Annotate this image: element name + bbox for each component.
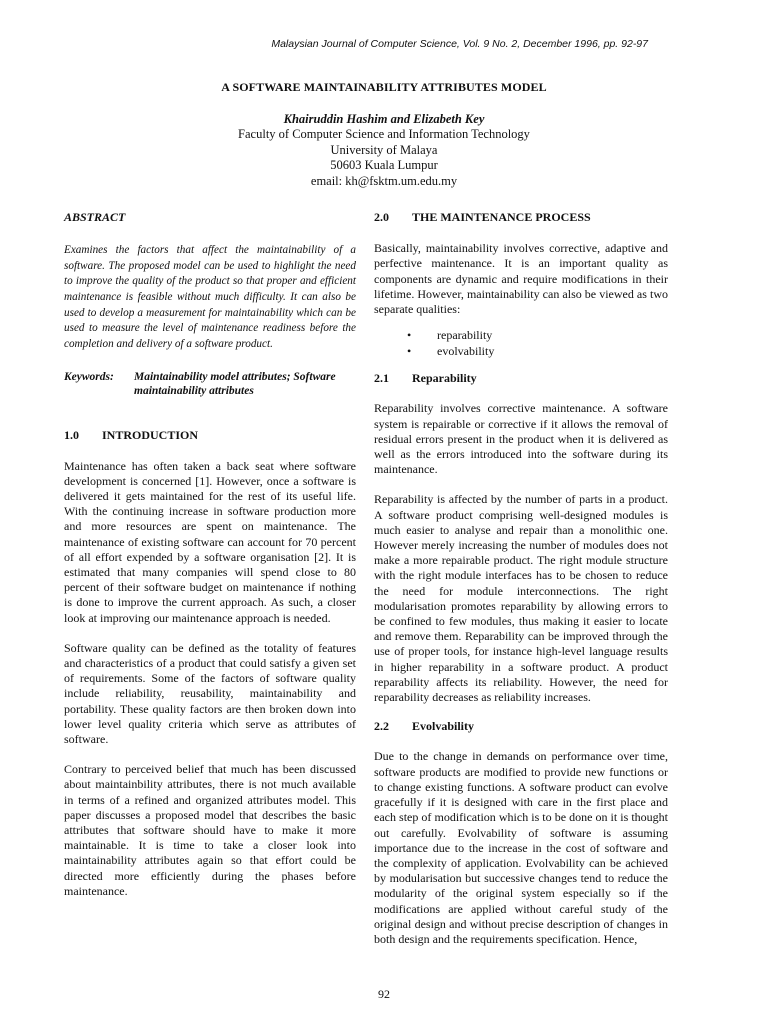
- keywords: [64, 370, 356, 398]
- authors: Khairuddin Hashim and Elizabeth Key: [283, 112, 485, 126]
- bullet-icon: •: [407, 344, 412, 359]
- page-number: 92: [378, 987, 390, 1001]
- journal-citation: Malaysian Journal of Computer Science, Vol. 9 No. 2, December 1996, pp. 92-97: [271, 38, 648, 50]
- affiliation-email: email: kh@fsktm.um.edu.my: [310, 173, 458, 188]
- section-heading-introduction: [64, 428, 356, 443]
- section-title: INTRODUCTION: [102, 428, 199, 443]
- subsection-heading-reparability: [374, 371, 668, 386]
- abstract-body: Examines the factors that affect the maintainability of a software. The proposed model can be used to highlight the need to improve the quality of the product so that proper and efficient maintenance is feasible without much difficulty. It can also be used to develop a measurement for maintainability which can be used to measure the level of maintenance readiness before the completion and delivery of a software product.: [64, 244, 356, 350]
- reparability-paragraph-1: Reparability involves corrective maintenance. A software system is repairable or corrective if it allows the removal of residual errors present in the product when it is delivered as well as the errors introduced into the software during its maintenance.: [374, 401, 668, 477]
- subsection-number: 2.1: [374, 371, 389, 386]
- right-column: [374, 210, 668, 947]
- intro-paragraph-2: Software quality can be defined as the totality of features and characteristics of a product that could satisfy a given set of requirements. Some of the factors of software quality include reliability, reusability, maintainability and portability. These quality factors are then broken down into lower level quality criteria which serve as attributes of software.: [64, 640, 356, 747]
- qualities-list: [374, 327, 668, 359]
- bullet-icon: •: [407, 328, 412, 343]
- abstract-heading: ABSTRACT: [64, 210, 126, 224]
- section-number: 1.0: [64, 428, 79, 443]
- title-block: [0, 80, 768, 189]
- keywords-label: Keywords:: [64, 371, 114, 384]
- section-title: THE MAINTENANCE PROCESS: [412, 210, 591, 224]
- intro-paragraph-1: Maintenance has often taken a back seat where software development is concerned [1]. However, once a software is delivered it gets maintained for the rest of its useful life. With the continuing increase in software production more and more resources are spent on maintenance. The maintenance of existing software can account for 70 percent of all effort expended by a software organisation [2]. It is estimated that many companies will spend close to 80 percent of their software budget on maintenance if nothing is done to improve the current approach. As such, a closer look at improving our maintenance approach is needed.: [64, 458, 356, 625]
- subsection-heading-evolvability: [374, 719, 668, 734]
- affiliation-university: University of Malaya: [330, 142, 438, 157]
- maintenance-paragraph: Basically, maintainability involves corrective, adaptive and perfective maintenance. It is an important quality as components are dynamic and require modifications in their lifetime. However, maintainability can also be viewed as two separate qualities:: [374, 241, 668, 317]
- subsection-title: Evolvability: [412, 719, 475, 734]
- list-item: [407, 327, 668, 343]
- subsection-title: Reparability: [412, 371, 477, 386]
- keywords-text: Maintainability model attributes; Software maintainability attributes: [134, 371, 336, 398]
- affiliation-faculty: Faculty of Computer Science and Information Technology: [238, 127, 530, 141]
- subsection-number: 2.2: [374, 719, 389, 734]
- reparability-paragraph-2: Reparability is affected by the number of parts in a product. A software product comprising well-designed modules is much easier to analyse and repair than a monolithic one. However merely increasing the number of modules does not make a more repairable product. The right module structure with the right module interfaces has to be chosen to reduce the need for module interconnections. The right modularisation promotes reparability by allowing errors to be confined to few modules, thus making it easier to locate and remove them. Reparability can be improved through the use of proper tools, for instance high-level language results in higher reparability in a software product. A product reparability affects its reliability. However, the need for reparability decreases as reliability increases.: [374, 492, 668, 705]
- section-heading-maintenance-process: [374, 210, 668, 225]
- section-number: 2.0: [374, 210, 389, 224]
- evolvability-paragraph: Due to the change in demands on performance over time, software products are modified to provide new functions or to change existing functions. A software product can evolve gracefully if it is designed with care in the first place and each step of modification which is to be done on it is thought out carefully. Evolvability of software is assuming importance due to the increase in the cost of software and the complexity of application. Evolvability can be achieved by modularisation but successive changes tend to reduce the modularity of the original system especially so if the modifications are applied without careful study of the original design and without precise description of changes in both design and the requirements specification. Hence,: [374, 749, 668, 946]
- list-item: [407, 343, 668, 359]
- intro-paragraph-3: Contrary to perceived belief that much has been discussed about maintainbility attributes, there is not much available in terms of a refined and organized attributes model. This paper discusses a proposed model that describes the basic attributes that software should have to make it more maintainable. It is time to take a closer look into maintainability attributes again so that effort could be directed more efficiently during the phases before maintenance.: [64, 762, 356, 898]
- affiliation-address: 50603 Kuala Lumpur: [330, 158, 438, 172]
- left-column: [64, 210, 356, 899]
- paper-title: A SOFTWARE MAINTAINABILITY ATTRIBUTES MODEL: [221, 80, 547, 94]
- list-item-text: reparability: [437, 328, 493, 343]
- list-item-text: evolvability: [437, 344, 495, 359]
